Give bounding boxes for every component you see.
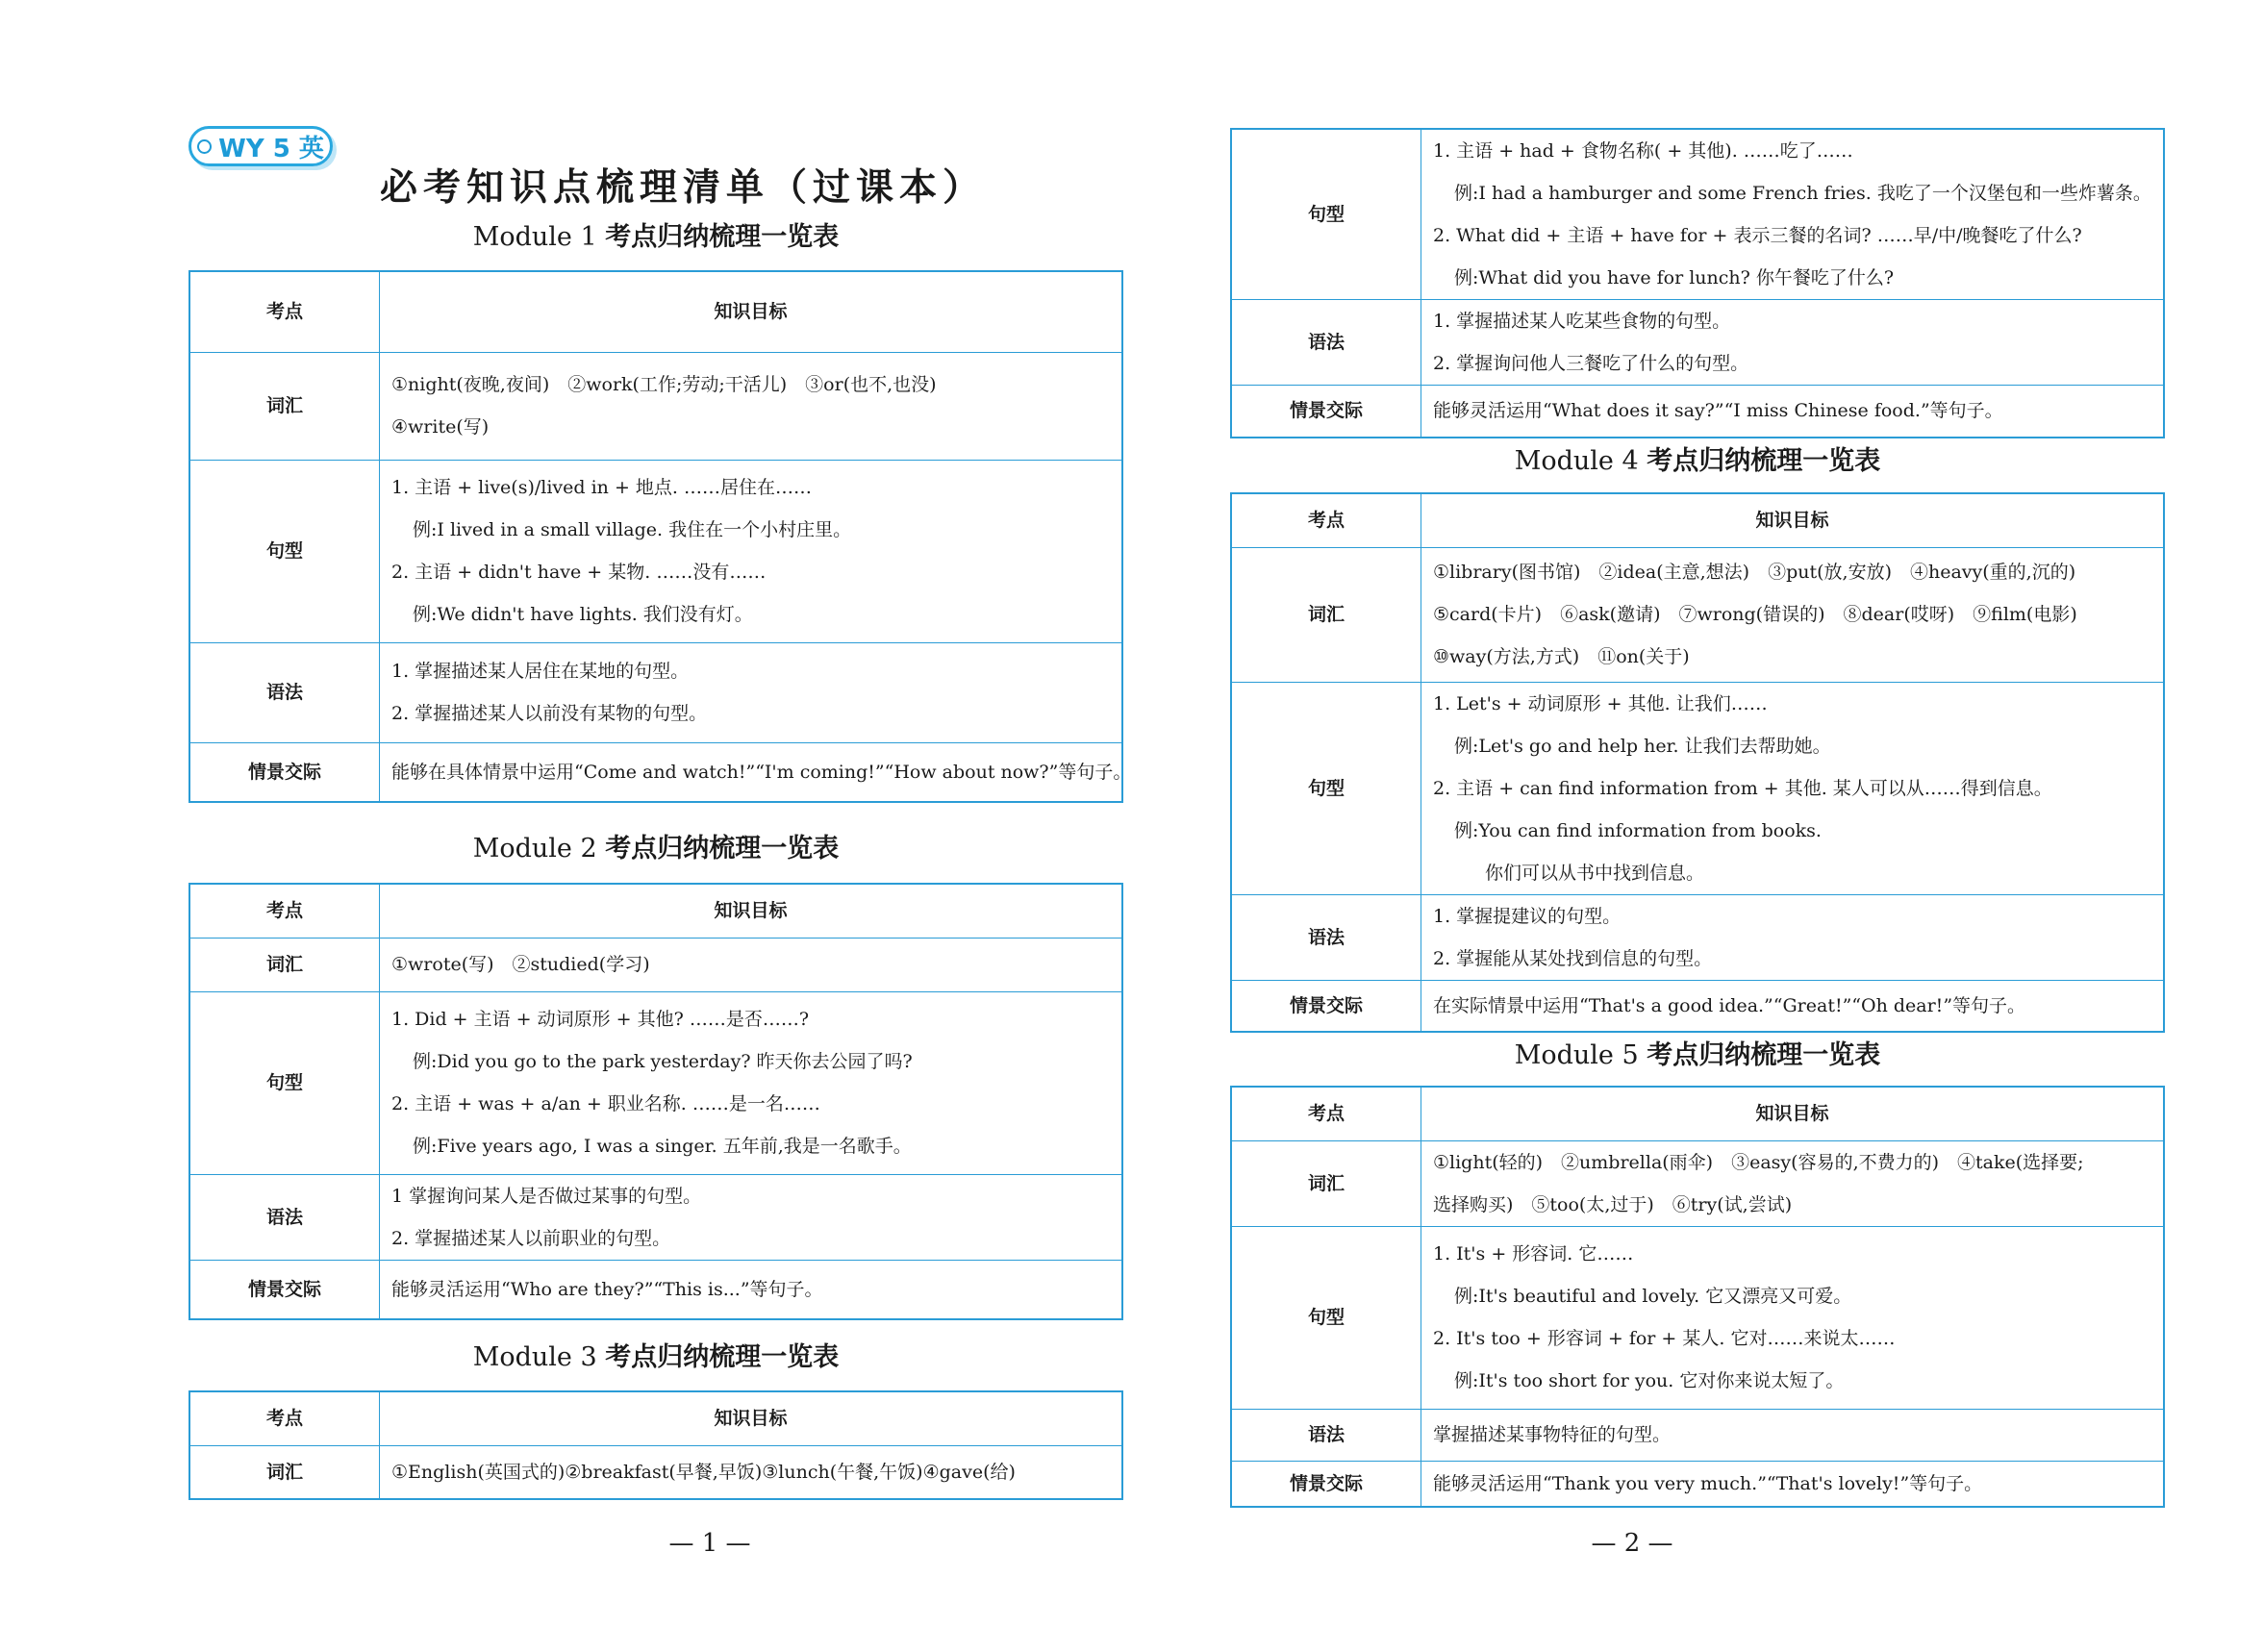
m2-cihui-cell xyxy=(380,938,1123,991)
m1-juxing-example: 例:I lived in a small village. 我住在一个小村庄里。 xyxy=(413,519,852,540)
m4-cihui-line: ①library(图书馆) ②idea(主意,想法) ③put(放,安放) ④heavy(重的,沉的) xyxy=(1433,562,2076,583)
module-4-table xyxy=(1230,492,2165,1033)
m3-juxing-line: 2. What did + 主语 + have for + 表示三餐的名词? ……早/中/晚餐吃了什么? xyxy=(1433,225,2082,246)
m3-juxing-cell xyxy=(1421,129,2165,300)
m5-qingjing-line: 能够灵活运用“Thank you very much.”“That's lovely!”等句子。 xyxy=(1433,1472,1983,1494)
module-4-title xyxy=(1230,439,2165,477)
m2-juxing-line: 1. Did + 主语 + 动词原形 + 其他? ……是否……? xyxy=(391,1009,810,1030)
m2-juxing-cell xyxy=(380,991,1123,1174)
module-5-title-en: Module 5 xyxy=(1514,1040,1639,1070)
header-kaodian: 考点 xyxy=(189,1391,380,1445)
m1-qingjing-line: 能够在具体情景中运用“Come and watch!”“I'm coming!”“How about now?”等句子。 xyxy=(391,761,1132,783)
label-qingjing: 情景交际 xyxy=(1231,386,1421,438)
m4-yufa-cell xyxy=(1421,894,2165,980)
m4-cihui-line: ⑤card(卡片) ⑥ask(邀请) ⑦wrong(错误的) ⑧dear(哎呀) ⑨film(电影) xyxy=(1433,604,2077,625)
module-4-title-en: Module 4 xyxy=(1514,446,1639,476)
header-zhishi-mubiao: 知识目标 xyxy=(380,1391,1123,1445)
header-kaodian: 考点 xyxy=(189,884,380,938)
m1-qingjing-cell xyxy=(380,742,1132,802)
label-qingjing: 情景交际 xyxy=(189,1260,380,1319)
m5-juxing-line: 2. It's too + 形容词 + for + 某人. 它对……来说太…… xyxy=(1433,1328,1896,1349)
label-qingjing: 情景交际 xyxy=(1231,1461,1421,1507)
module-1-title-cn: 考点归纳梳理一览表 xyxy=(605,222,840,252)
label-qingjing: 情景交际 xyxy=(1231,980,1421,1032)
page-2 xyxy=(1132,0,2263,1652)
module-4-title-cn: 考点归纳梳理一览表 xyxy=(1647,446,1881,476)
m2-juxing-example: 例:Did you go to the park yesterday? 昨天你去公园了吗? xyxy=(413,1051,913,1072)
m5-cihui-line: ①light(轻的) ②umbrella(雨伞) ③easy(容易的,不费力的) ④take(选择要; xyxy=(1433,1151,2084,1173)
m5-juxing-cell xyxy=(1421,1226,2165,1409)
m4-juxing-cell xyxy=(1421,682,2165,894)
module-1-table xyxy=(189,270,1132,803)
m4-qingjing-line: 在实际情景中运用“That's a good idea.”“Great!”“Oh dear!”等句子。 xyxy=(1433,994,2026,1016)
label-juxing: 句型 xyxy=(1231,129,1421,300)
page-1 xyxy=(0,0,1131,1652)
m1-yufa-line: 1. 掌握描述某人居住在某地的句型。 xyxy=(391,661,690,682)
header-zhishi-mubiao: 知识目标 xyxy=(1421,1087,2165,1140)
m5-juxing-example: 例:It's beautiful and lovely. 它又漂亮又可爱。 xyxy=(1454,1286,1852,1307)
module-3-table-part-1 xyxy=(189,1390,1123,1500)
header-kaodian: 考点 xyxy=(1231,493,1421,547)
grade-badge xyxy=(189,126,333,166)
m4-cihui-cell xyxy=(1421,547,2165,682)
label-juxing: 句型 xyxy=(189,991,380,1174)
module-5-title-cn: 考点归纳梳理一览表 xyxy=(1647,1040,1881,1070)
m1-juxing-line: 2. 主语 + didn't have + 某物. ……没有…… xyxy=(391,562,767,583)
m1-juxing-example: 例:We didn't have lights. 我们没有灯。 xyxy=(413,604,753,625)
label-cihui: 词汇 xyxy=(1231,1140,1421,1226)
m5-yufa-cell xyxy=(1421,1409,2165,1461)
m2-yufa-line: 1 掌握询问某人是否做过某事的句型。 xyxy=(391,1185,702,1207)
m3-cihui-line: ①English(英国式的)②breakfast(早餐,早饭)③lunch(午餐,午饭)④gave(给) xyxy=(391,1461,1016,1483)
m5-juxing-example: 例:It's too short for you. 它对你来说太短了。 xyxy=(1454,1370,1845,1391)
m3-qingjing-cell xyxy=(1421,386,2165,438)
header-zhishi-mubiao: 知识目标 xyxy=(380,884,1123,938)
circle-icon xyxy=(197,139,212,154)
m4-juxing-example: 你们可以从书中找到信息。 xyxy=(1485,862,1705,884)
module-3-table-part-2 xyxy=(1230,128,2165,438)
module-2-table xyxy=(189,883,1123,1320)
m2-juxing-example: 例:Five years ago, I was a singer. 五年前,我是一名歌手。 xyxy=(413,1136,912,1157)
m3-juxing-example: 例:What did you have for lunch? 你午餐吃了什么? xyxy=(1454,267,1895,288)
m4-juxing-line: 1. Let's + 动词原形 + 其他. 让我们…… xyxy=(1433,692,1768,714)
m3-yufa-cell xyxy=(1421,300,2165,386)
m2-yufa-cell xyxy=(380,1174,1123,1260)
m1-juxing-line: 1. 主语 + live(s)/lived in + 地点. ……居住在…… xyxy=(391,477,813,498)
m1-cihui-line: ④write(写) xyxy=(391,416,490,438)
label-yufa: 语法 xyxy=(189,1174,380,1260)
m4-yufa-line: 2. 掌握能从某处找到信息的句型。 xyxy=(1433,947,1713,969)
m4-qingjing-cell xyxy=(1421,980,2165,1032)
m2-qingjing-cell xyxy=(380,1260,1123,1319)
header-kaodian: 考点 xyxy=(189,271,380,352)
m5-cihui-cell xyxy=(1421,1140,2165,1226)
m4-yufa-line: 1. 掌握提建议的句型。 xyxy=(1433,905,1622,927)
module-1-title-en: Module 1 xyxy=(472,222,597,252)
m4-cihui-line: ⑩way(方法,方式) ⑪on(关于) xyxy=(1433,646,1690,667)
label-yufa: 语法 xyxy=(1231,894,1421,980)
module-3-title xyxy=(189,1336,1123,1373)
m3-cihui-cell xyxy=(380,1445,1123,1499)
m3-qingjing-line: 能够灵活运用“What does it say?”“I miss Chinese food.”等句子。 xyxy=(1433,400,2003,422)
m5-yufa-line: 掌握描述某事物特征的句型。 xyxy=(1433,1424,1672,1445)
label-yufa: 语法 xyxy=(189,642,380,742)
page-title: 必考知识点梳理清单（过课本） xyxy=(380,165,987,210)
label-juxing: 句型 xyxy=(189,460,380,642)
label-yufa: 语法 xyxy=(1231,300,1421,386)
label-cihui: 词汇 xyxy=(1231,547,1421,682)
module-5-title xyxy=(1230,1034,2165,1071)
label-cihui: 词汇 xyxy=(189,1445,380,1499)
header-kaodian: 考点 xyxy=(1231,1087,1421,1140)
m2-yufa-line: 2. 掌握描述某人以前职业的句型。 xyxy=(391,1227,671,1249)
m3-yufa-line: 1. 掌握描述某人吃某些食物的句型。 xyxy=(1433,311,1731,332)
m5-juxing-line: 1. It's + 形容词. 它…… xyxy=(1433,1243,1634,1264)
module-2-title-en: Module 2 xyxy=(472,834,597,864)
m3-juxing-line: 1. 主语 + had + 食物名称( + 其他). ……吃了…… xyxy=(1433,140,1853,162)
label-juxing: 句型 xyxy=(1231,1226,1421,1409)
m1-yufa-line: 2. 掌握描述某人以前没有某物的句型。 xyxy=(391,703,708,724)
module-2-title-cn: 考点归纳梳理一览表 xyxy=(605,834,840,864)
label-cihui: 词汇 xyxy=(189,352,380,460)
m3-juxing-example: 例:I had a hamburger and some French fries. 我吃了一个汉堡包和一些炸薯条。 xyxy=(1454,183,2151,204)
m4-juxing-line: 2. 主语 + can find information from + 其他. 某人可以从……得到信息。 xyxy=(1433,777,2052,799)
module-5-table xyxy=(1230,1086,2165,1508)
page-number: — 2 — xyxy=(1591,1529,1673,1558)
module-1-title xyxy=(189,215,1123,253)
m2-cihui-line: ①wrote(写) ②studied(学习) xyxy=(391,954,650,975)
badge-label: WY 5 英 xyxy=(218,134,324,163)
m1-juxing-cell xyxy=(380,460,1123,642)
module-3-title-en: Module 3 xyxy=(472,1342,597,1372)
m1-yufa-cell xyxy=(380,642,1123,742)
m5-cihui-line: 选择购买) ⑤too(太,过于) ⑥try(试,尝试) xyxy=(1433,1193,1793,1215)
header-zhishi-mubiao: 知识目标 xyxy=(380,271,1123,352)
m1-cihui-cell xyxy=(380,352,1123,460)
m2-juxing-line: 2. 主语 + was + a/an + 职业名称. ……是一名…… xyxy=(391,1093,820,1114)
label-qingjing: 情景交际 xyxy=(189,742,380,802)
header-zhishi-mubiao: 知识目标 xyxy=(1421,493,2165,547)
m1-cihui-line: ①night(夜晚,夜间) ②work(工作;劳动;干活儿) ③or(也不,也没) xyxy=(391,374,937,395)
m4-juxing-example: 例:You can find information from books. xyxy=(1454,819,1822,841)
label-cihui: 词汇 xyxy=(189,938,380,991)
module-3-title-cn: 考点归纳梳理一览表 xyxy=(605,1342,840,1372)
module-2-title xyxy=(189,827,1123,864)
m5-qingjing-cell xyxy=(1421,1461,2165,1507)
m3-yufa-line: 2. 掌握询问他人三餐吃了什么的句型。 xyxy=(1433,353,1749,374)
label-juxing: 句型 xyxy=(1231,682,1421,894)
m4-juxing-example: 例:Let's go and help her. 让我们去帮助她。 xyxy=(1454,735,1831,757)
m2-qingjing-line: 能够灵活运用“Who are they?”“This is...”等句子。 xyxy=(391,1278,823,1300)
label-yufa: 语法 xyxy=(1231,1409,1421,1461)
page-number: — 1 — xyxy=(668,1529,751,1558)
